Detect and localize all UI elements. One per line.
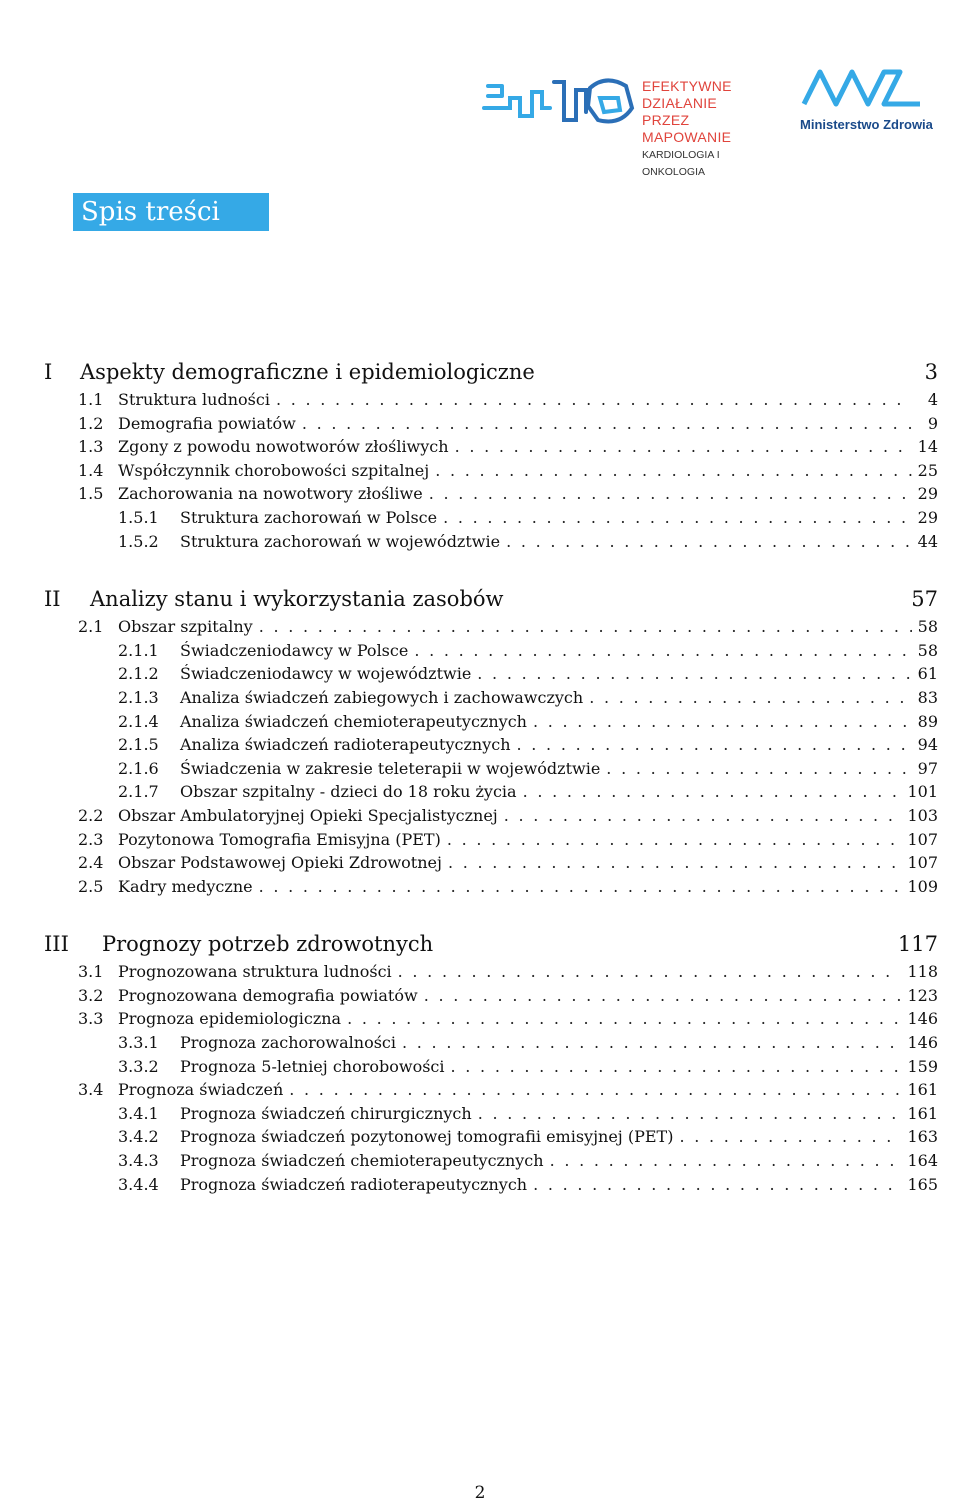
entry-title: Struktura zachorowań w Polsce	[180, 507, 438, 527]
entry-number: 3.4.4	[118, 1174, 159, 1194]
entry-title: Prognoza świadczeń pozytonowej tomografii emisyjnej (PET)	[180, 1127, 674, 1147]
logo1-line3: KARDIOLOGIA I ONKOLOGIA	[642, 149, 720, 178]
entry-page: 44	[917, 531, 938, 551]
entry-page: 163	[907, 1127, 938, 1147]
entry-title: Prognoza epidemiologiczna	[118, 1009, 342, 1029]
toc-entry[interactable]	[44, 617, 938, 641]
entry-page: 103	[907, 805, 938, 825]
entry-page: 83	[917, 687, 938, 707]
dot-leader	[402, 1033, 901, 1052]
entry-number: 3.1	[78, 962, 104, 982]
entry-title: Prognozowana demografia powiatów	[118, 985, 418, 1005]
entry-title: Świadczeniodawcy w Polsce	[180, 640, 409, 660]
dot-leader	[606, 759, 911, 778]
toc-entry[interactable]	[44, 712, 938, 736]
ministry-logo-icon	[804, 72, 920, 104]
table-of-contents	[44, 360, 938, 1198]
toc-entry[interactable]	[44, 782, 938, 806]
entry-page: 9	[927, 413, 938, 433]
dot-leader	[477, 664, 911, 683]
dot-leader	[347, 1009, 901, 1028]
dot-leader	[504, 806, 902, 825]
dot-leader	[276, 390, 912, 409]
entry-number: 1.5.2	[118, 531, 159, 551]
entry-number: 2.1.3	[118, 687, 159, 707]
part-title: Analizy stanu i wykorzystania zasobów	[90, 587, 504, 612]
entry-page: 97	[917, 758, 938, 778]
entry-page: 61	[917, 664, 938, 684]
toc-entry[interactable]	[44, 641, 938, 665]
dot-leader	[448, 853, 901, 872]
entry-number: 2.1	[78, 617, 104, 637]
dot-leader	[414, 641, 911, 660]
dot-leader	[435, 461, 911, 480]
toc-entry[interactable]	[44, 1151, 938, 1175]
dot-leader	[302, 414, 912, 433]
entry-number: 3.3.2	[118, 1056, 159, 1076]
dot-leader	[679, 1127, 901, 1146]
entry-title: Pozytonowa Tomografia Emisyjna (PET)	[118, 829, 441, 849]
toc-entry[interactable]	[44, 1009, 938, 1033]
dot-leader	[523, 782, 902, 801]
entry-title: Zachorowania na nowotwory złośliwe	[118, 484, 423, 504]
entry-page: 107	[907, 829, 938, 849]
entry-title: Współczynnik chorobowości szpitalnej	[118, 460, 430, 480]
entry-number: 2.2	[78, 805, 104, 825]
entry-page: 58	[917, 640, 938, 660]
entry-number: 1.2	[78, 413, 104, 433]
dot-leader	[517, 735, 912, 754]
part-number: I	[44, 360, 53, 384]
toc-entry[interactable]	[44, 437, 938, 461]
dot-leader	[533, 712, 912, 731]
entry-title: Świadczenia w zakresie teleterapii w województwie	[180, 758, 601, 778]
entry-page: 161	[907, 1080, 938, 1100]
toc-entry[interactable]	[44, 1104, 938, 1128]
entry-number: 2.4	[78, 853, 104, 873]
toc-entry[interactable]	[44, 532, 938, 556]
entry-page: 107	[907, 853, 938, 873]
entry-page: 101	[907, 782, 938, 802]
toc-entry[interactable]	[44, 759, 938, 783]
dot-leader	[447, 830, 902, 849]
toc-entry[interactable]	[44, 1033, 938, 1057]
entry-title: Obszar szpitalny - dzieci do 18 roku życia	[180, 782, 517, 802]
entry-number: 3.4.3	[118, 1151, 159, 1171]
entry-number: 2.1.6	[118, 758, 159, 778]
dot-leader	[289, 1080, 901, 1099]
entry-page: 164	[907, 1151, 938, 1171]
toc-heading: Spis treści	[73, 193, 269, 231]
dot-leader	[443, 508, 912, 527]
toc-entry[interactable]	[44, 877, 938, 901]
entry-title: Analiza świadczeń radioterapeutycznych	[180, 735, 511, 755]
entry-page: 29	[917, 507, 938, 527]
toc-entry[interactable]	[44, 508, 938, 532]
entry-number: 2.5	[78, 876, 104, 896]
entry-title: Świadczeniodawcy w województwie	[180, 664, 472, 684]
toc-entry[interactable]	[44, 830, 938, 854]
dot-leader	[478, 1104, 902, 1123]
dot-leader	[398, 962, 902, 981]
logo1-line1: EFEKTYWNE DZIAŁANIE	[642, 78, 732, 111]
part-title: Aspekty demograficzne i epidemiologiczne	[80, 360, 535, 384]
entry-number: 1.5	[78, 484, 104, 504]
mapping-logo-text	[642, 78, 782, 181]
entry-page: 4	[927, 390, 938, 409]
entry-title: Prognozowana struktura ludności	[118, 962, 392, 982]
part-title: Prognozy potrzeb zdrowotnych	[102, 932, 434, 957]
entry-number: 2.1.4	[118, 711, 159, 731]
toc-entry[interactable]	[44, 461, 938, 485]
entry-number: 3.2	[78, 985, 104, 1005]
toc-entry[interactable]	[44, 390, 938, 414]
toc-entry[interactable]	[44, 986, 938, 1010]
entry-page: 29	[917, 484, 938, 504]
dot-leader	[455, 437, 912, 456]
entry-page: 123	[907, 985, 938, 1005]
toc-entry[interactable]	[44, 414, 938, 438]
entry-title: Obszar Podstawowej Opieki Zdrowotnej	[118, 853, 442, 873]
page-number: 2	[474, 1483, 486, 1503]
entry-title: Struktura ludności	[118, 390, 270, 409]
entry-number: 2.1.7	[118, 782, 159, 802]
toc-entry[interactable]	[44, 853, 938, 877]
entry-page: 165	[907, 1174, 938, 1194]
entry-title: Analiza świadczeń zabiegowych i zachowawczych	[180, 687, 584, 707]
entry-title: Zgony z powodu nowotworów złośliwych	[118, 437, 449, 457]
entry-number: 1.1	[78, 390, 104, 409]
entry-page: 159	[907, 1056, 938, 1076]
mapping-logo-icon	[484, 80, 632, 121]
entry-title: Struktura zachorowań w województwie	[180, 531, 501, 551]
entry-number: 2.1.1	[118, 640, 159, 660]
entry-title: Prognoza świadczeń radioterapeutycznych	[180, 1174, 528, 1194]
entry-title: Prognoza świadczeń	[118, 1080, 284, 1100]
toc-entry[interactable]	[44, 1127, 938, 1151]
toc-entry[interactable]	[44, 1080, 938, 1104]
part-page: 3	[924, 360, 938, 384]
entry-number: 1.5.1	[118, 507, 159, 527]
entry-number: 2.3	[78, 829, 104, 849]
toc-entry[interactable]	[44, 688, 938, 712]
entry-number: 1.4	[78, 460, 104, 480]
entry-number: 2.1.5	[118, 735, 159, 755]
dot-leader	[533, 1175, 901, 1194]
entry-title: Kadry medyczne	[118, 876, 253, 896]
entry-number: 3.4	[78, 1080, 104, 1100]
entry-number: 3.3.1	[118, 1033, 159, 1053]
entry-number: 3.3	[78, 1009, 104, 1029]
toc-entry[interactable]	[44, 664, 938, 688]
entry-title: Obszar szpitalny	[118, 617, 253, 637]
ministry-logo-text: Ministerstwo Zdrowia	[800, 117, 933, 132]
entry-title: Prognoza zachorowalności	[180, 1033, 397, 1053]
entry-page: 94	[917, 735, 938, 755]
entry-title: Prognoza świadczeń chirurgicznych	[180, 1103, 472, 1123]
dot-leader	[424, 986, 902, 1005]
dot-leader	[259, 877, 902, 896]
entry-title: Demografia powiatów	[118, 413, 296, 433]
entry-page: 89	[917, 711, 938, 731]
dot-leader	[550, 1151, 902, 1170]
entry-page: 25	[917, 460, 938, 480]
dot-leader	[589, 688, 911, 707]
entry-page: 109	[907, 876, 938, 896]
dot-leader	[451, 1057, 902, 1076]
entry-page: 146	[907, 1033, 938, 1053]
entry-title: Prognoza świadczeń chemioterapeutycznych	[180, 1151, 544, 1171]
toc-entry[interactable]	[44, 735, 938, 759]
part-number: III	[44, 932, 69, 957]
toc-entry[interactable]	[44, 962, 938, 986]
entry-page: 58	[917, 617, 938, 637]
entry-title: Analiza świadczeń chemioterapeutycznych	[180, 711, 527, 731]
part-number: II	[44, 587, 61, 612]
toc-part[interactable]	[44, 932, 938, 962]
entry-page: 161	[907, 1103, 938, 1123]
dot-leader	[429, 484, 912, 503]
entry-number: 3.4.2	[118, 1127, 159, 1147]
toc-entry[interactable]	[44, 1175, 938, 1199]
dot-leader	[259, 617, 912, 636]
toc-part[interactable]	[44, 360, 938, 390]
toc-entry[interactable]	[44, 484, 938, 508]
toc-entry[interactable]	[44, 806, 938, 830]
entry-number: 2.1.2	[118, 664, 159, 684]
entry-title: Prognoza 5-letniej chorobowości	[180, 1056, 445, 1076]
toc-part[interactable]	[44, 587, 938, 617]
toc-entry[interactable]	[44, 1057, 938, 1081]
entry-number: 3.4.1	[118, 1103, 159, 1123]
entry-title: Obszar Ambulatoryjnej Opieki Specjalistycznej	[118, 805, 498, 825]
entry-page: 14	[917, 437, 938, 457]
part-page: 57	[911, 587, 938, 612]
entry-page: 118	[907, 962, 938, 982]
dot-leader	[506, 532, 912, 551]
logo1-line2: PRZEZ MAPOWANIE	[642, 112, 732, 145]
entry-number: 1.3	[78, 437, 104, 457]
entry-page: 146	[907, 1009, 938, 1029]
part-page: 117	[897, 932, 938, 957]
